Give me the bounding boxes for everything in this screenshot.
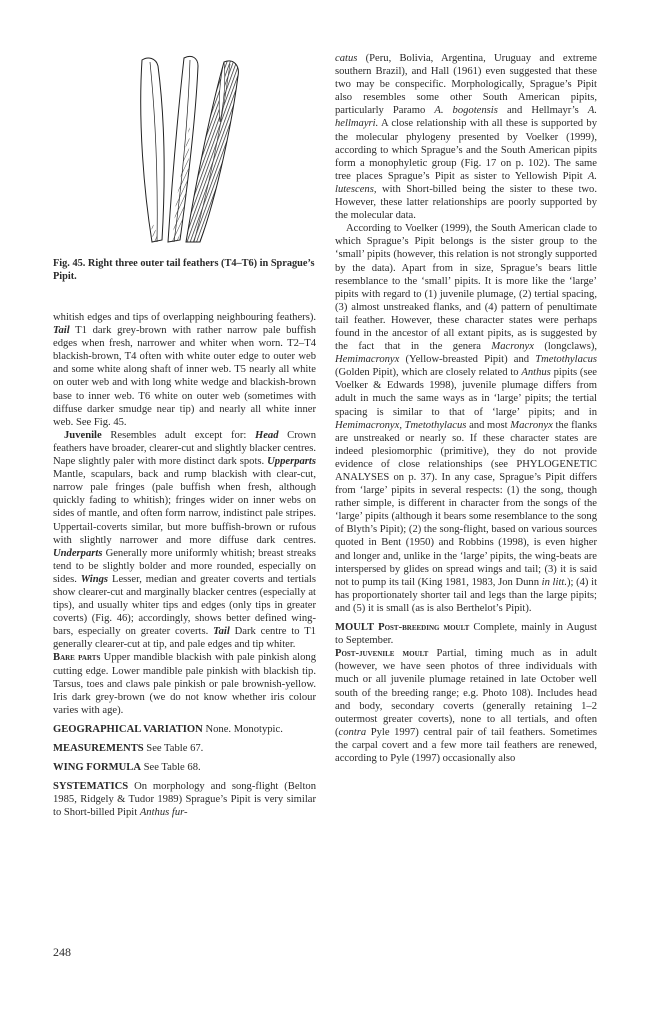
right-column [335, 52, 597, 765]
bare-parts-paragraph: Bare parts Upper mandible blackish with pale pinkish along cutting edge. Lower mandible pale pinkish with blackish tip. Tarsus, toes and claws pale pinkish or pale brownish-yellow. Iris dark grey-brown (we do not know whether iris colour varies with age). [53, 652, 316, 716]
geographical-variation-paragraph: GEOGRAPHICAL VARIATION None. Monotypic. [53, 723, 283, 735]
moult-paragraph: MOULT Post-breeding moult Complete, mainly in August to September. [335, 622, 597, 647]
figure-caption: Fig. 45. Right three outer tail feathers (T4–T6) in Sprague’s Pipit. [53, 258, 315, 282]
systematics-paragraph: SYSTEMATICS On morphology and song-flight (Belton 1985, Ridgely & Tudor 1989) Sprague’s Pipit is very similar to Short-billed Pipit Anthus fur- [53, 781, 316, 819]
measurements-paragraph: MEASUREMENTS See Table 67. [53, 743, 204, 754]
tail-paragraph: whitish edges and tips of overlapping neighbouring feathers). Tail T1 dark grey-brown with rather narrow pale buffish edges when fresh, narrower and whiter when worn. T2–T4 blackish-brown, T4 often with white outer edge to outer web and some white along shaft of inner web. T5 nearly all white on outer web and with long white wedge and blackish-brown base to inner web. T6 white on outer web (sometimes with diffuse darker smudge near tip) and nearly all white inner web. See Fig. 45. [53, 312, 316, 428]
tail-feathers-illustration [128, 52, 258, 248]
phylogeny-paragraph: According to Voelker (1999), the South American clade to which Sprague’s Pipit belongs is the sister group to the ‘small’ pipits (however, this relation is not strongly supported by the data). Apart from in size, Sprague’s bears little resemblance to the ‘small’ pipits. It is more like the ‘large’ pipits with regard to (1) juvenile plumage, (2) tertial spacing, (3) almost unstreaked flanks, and (4) pattern of penultimate tail feather. However, these character states were perhaps found in the ancestor of all extant pipits, as is suggested by the fact that in the genera Macronyx (longclaws), Hemimacronyx (Yellow-breasted Pipit) and Tmetothylacus (Golden Pipit), which are closely related to Anthus pipits (see Voelker & Edwards 1998), juvenile plumage differs from adult in much the same ways as in ‘large’ pipits; the tertial spacing is similar to that of ‘large’ pipits; and in Hemimacronyx, Tmetothylacus and most Macronyx the flanks are unstreaked or nearly so. If these character states are indeed plesiomorphic (primitive), they do not provide evidence of close relationships (see PHYLOGENETIC ANALYSES on p. 37). In any case, Sprague’s Pipit differs from ‘large’ pipits in several respects: (1) the song, though rather simple, is different in character from the songs of the ‘large’ pipits (although it bears some resemblance to the song of Blyth’s Pipit); (2) the song-flight, based on various sources quoted in Bent (1950) and Robbins (1998), is even higher and longer and, unlike in the ‘large’ pipits, the wing-beats are interspersed by glides on spread wings and tail; (3) it is said not to pump its tail (King 1981, 1983, Jon Dunn in litt.); (4) it has proportionately shorter tail and legs than the large pipits; and (5) it is small (as is also Berthelot’s Pipit). [335, 223, 598, 614]
page-number: 248 [53, 945, 71, 959]
wing-formula-paragraph: WING FORMULA See Table 68. [53, 762, 201, 774]
left-column [53, 311, 316, 819]
juvenile-paragraph: Juvenile Resembles adult except for: Head Crown feathers have broader, clearer-cut and slightly blacker centres. Nape slightly paler with more distinct dark spots. Upperparts Mantle, scapulars, back and rump blackish with clear-cut, narrow pale fringes (pale buffish when fresh, although quickly fading to whitish); fringes wider on inner webs on sides of mantle, and often form narrow, indistinct pale stripes. Uppertail-coverts similar, but more buffish-brown or rufous with slightly narrower and more diffuse dark centres. Underparts Generally more uniformly whitish; breast streaks tend to be slightly bolder and more rounded, especially on sides. Wings Lesser, median and greater coverts and tertials show clearer-cut and marginally blacker centres (especially at tips), and usually whiter tips and edges (only tips in greater coverts) (Fig. 46); accordingly, shows better defined wing-bars, especially on greater coverts. Tail Dark centre to T1 generally clearer-cut at tip, and pale edges and tip whiter. [53, 429, 316, 651]
tail-feathers-figure [128, 52, 258, 248]
systematics-continued-paragraph: catus (Peru, Bolivia, Argentina, Uruguay and extreme southern Brazil), and Hall (1961) even suggested that these two may be conspecific. Morphologically, Sprague’s Pipit also resembles some other South American pipits, particularly Paramo A. bogotensis and Hellmayr’s A. hellmayri. A close relationship with all these is supported by the molecular phylogeny presented by Voelker (1999), according to which Sprague’s and the South American pipits form a monophyletic group (Fig. 17 on p. 102). The same tree places Sprague’s Pipit as sister to Yellowish Pipit A. lutescens, with Short-billed being the sister to these two. However, these latter relationships are poorly supported by the molecular data. [335, 53, 597, 222]
post-juvenile-moult-paragraph: Post-juvenile moult Partial, timing much as in adult (however, we have seen photos of three individuals with much or all juvenile plumage retained in late October well south of the breeding range; e.g. Photo 108). Includes head and body, secondary coverts (generally retaining 1–2 outermost greater coverts), none to all tertials, and often (contra Pyle 1997) central pair of tail feathers. Sometimes the carpal covert and a few more tail feathers are renewed, according to Pyle (1997) occasionally also [335, 648, 597, 764]
